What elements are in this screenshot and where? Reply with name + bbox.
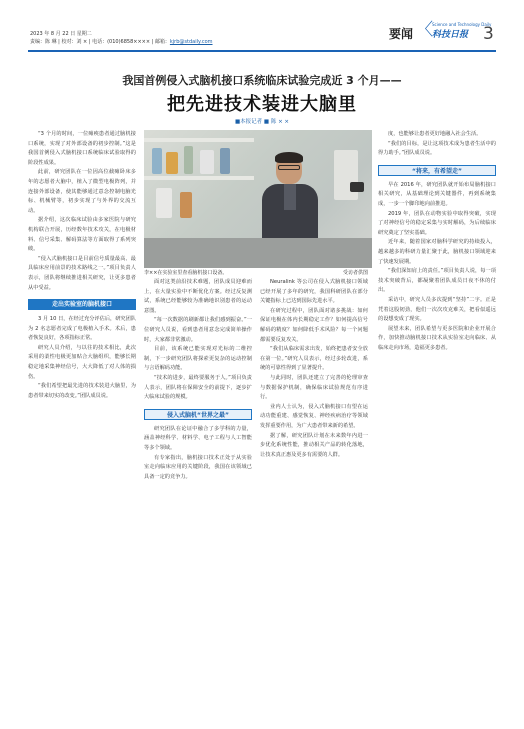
masthead-name: 科技日报 <box>432 30 469 40</box>
paragraph: 2019 年，团队在动物实验中取得突破，实现了对神经信号的稳定采集与实时解码，为后续临床研究奠定了坚实基础。 <box>378 210 496 236</box>
paragraph: 与此同时，团队还建立了完善的伦理审查与数据保护机制，确保临床试验规范有序进行。 <box>260 374 368 401</box>
paragraph: “我们希望把最先进的技术装进大脑里，为患者带来切实的改变。”团队成员说。 <box>28 383 136 399</box>
photo-caption <box>144 269 372 276</box>
caption-text: 李××在实验室里查看脑机接口设备。 <box>144 270 228 276</box>
bottle <box>184 146 193 174</box>
section-subhead: 走出实验室的脑机接口 <box>28 299 136 310</box>
paragraph: 研究人员介绍，与以往的技术相比，此次采用的柔性电极更加贴合大脑组织，能够长期稳定地采集神经信号，大大降低了对人体的损伤。 <box>28 344 136 380</box>
shirt <box>284 184 296 210</box>
paragraph: 近年来，随着国家对脑科学研究的持续投入，越来越多的科研力量汇聚于此，脑机接口领域迎来了快速发展期。 <box>378 239 496 265</box>
masthead-logo <box>432 22 492 40</box>
page-number: 3 <box>483 24 494 44</box>
paragraph: “我们从临床需求出发，始终把患者安全放在第一位。”研究人员表示，经过多轮改进，系统的可靠性得到了显著提升。 <box>260 346 368 372</box>
paragraph: 面对这类前沿技术难题，团队成员迎难而上，在大量实验中不断优化方案。经过反复测试，系统已经能够较为准确地识别患者的运动意图。 <box>144 279 252 314</box>
editor-info: 责编：陈 琳 | 校对：刘 × | 电话：(010)6858×××× | 邮箱： <box>30 39 170 45</box>
section-subhead: “将来，有希望走” <box>378 165 496 176</box>
photo-credit: 受访者供图 <box>342 270 368 276</box>
bottle <box>200 150 214 174</box>
paragraph: 业内人士认为，侵入式脑机接口有望在运动功能重建、感觉恢复、神经疾病治疗等领域发挥重要作用，为广大患者带来新的希望。 <box>260 403 368 429</box>
email-link[interactable]: kjrb@stdaily.com <box>169 39 213 45</box>
paragraph: 此前，研究团队在一位因高位截瘫卧床多年的志愿者大脑中，植入了微型电极阵列，并连接外部设备，使其能够通过意念控制电脑光标、机械臂等，初步实现了与外界的交流互动。 <box>28 169 136 214</box>
section-subhead: 侵入式脑机“世界之最” <box>144 409 252 420</box>
paragraph: 早在 2016 年，研究团队就开始布局脑机接口相关研究，从基础理论到关键器件，再到系统集成，一步一个脚印地向前推进。 <box>378 181 496 207</box>
article-column-4 <box>378 130 496 353</box>
article-column-3 <box>260 278 368 460</box>
paragraph: “每一次数据的刷新都让我们感到振奋。”一位研究人员说，看到患者用意念完成简单操作时，大家都非常激动。 <box>144 317 252 343</box>
bottle <box>152 148 162 174</box>
paragraph: 度，也能够让患者更好地融入社会生活。 <box>388 131 482 137</box>
article-column-2 <box>144 278 252 482</box>
paragraph: 采访中，研究人员多次提到“坚持”二字。正是凭着这股韧劲，他们一次次攻克难关，把看似遥远的设想变成了现实。 <box>378 296 496 323</box>
paragraph: 据介绍，这次临床试验由多家医院与研究机构联合开展，历经数年技术攻关，在电极材料、信号采集、解码算法等方面取得了系列突破。 <box>28 217 136 253</box>
header-rule <box>28 50 496 52</box>
article-column-1 <box>28 130 136 401</box>
paragraph: 据了解，研究团队计划在未来数年内进一步优化系统性能，推动相关产品的转化落地，让技术真正惠及更多有需要的人群。 <box>260 432 368 458</box>
paragraph: 有专家指出，脑机接口技术正处于从实验室走向临床应用的关键阶段，我国在该领域已具备一定的竞争力。 <box>144 454 252 480</box>
bottle <box>180 192 192 218</box>
paragraph: 研究团队在论证中融合了多学科的力量，涵盖神经科学、材料学、电子工程与人工智能等多个领域。 <box>144 425 252 451</box>
implant-device <box>350 182 364 192</box>
shelf <box>144 138 254 142</box>
paragraph: “技术的进步，最终要服务于人。”项目负责人表示，团队将在保障安全的前提下，逐步扩大临床试验的规模。 <box>144 374 252 401</box>
editor-line <box>30 38 213 45</box>
paragraph: 目前，该系统已能实现对光标的二维控制，下一步研究团队将探索更复杂的运动控制与言语解码功能。 <box>144 346 252 372</box>
paragraph: Neuralink 等公司在侵入式脑机接口领域已经开展了多年的研究，我国科研团队在部分关键指标上已达到国际先进水平。 <box>260 279 368 305</box>
bottle <box>220 148 230 174</box>
section-name: 要闻 <box>389 27 414 41</box>
hair <box>275 152 303 163</box>
paragraph: 展望未来，团队希望与更多医院和企业开展合作，加快推动脑机接口技术从实验室走向临床、从临床走向市场，造福更多患者。 <box>378 325 496 351</box>
date-line: 2023 年 8 月 22 日 星期二 <box>30 31 92 37</box>
article-title: 把先进技术装进大脑里 <box>167 94 357 115</box>
article-byline: ■本报记者 ■ 陈 × × <box>234 119 290 125</box>
paragraph: “我们深知肩上的责任。”项目负责人说，每一项技术突破背后，都凝聚着团队成员日夜不休的付出。 <box>378 268 496 294</box>
paragraph: “我们的目标，是让这项技术成为患者生活中的得力助手。”团队成员说。 <box>378 140 496 157</box>
lab-equipment <box>334 150 358 200</box>
paragraph: 在研究过程中，团队面对诸多挑战：如何保证电极在体内长期稳定工作？如何提高信号解码的精度？如何降低手术风险？每一个问题都需要反复攻关。 <box>260 307 368 343</box>
lab-bench <box>144 238 372 268</box>
paragraph: 3 月 10 日，在经过充分评估后，研究团队为 2 名志愿者完成了电极植入手术。术后，患者恢复良好，各项指标正常。 <box>28 316 136 342</box>
bottle <box>156 188 172 218</box>
article-photo <box>144 130 372 268</box>
bracket-icon: 〈 <box>416 20 433 40</box>
masthead-english: Science and Technology Daily <box>432 22 492 27</box>
shelf <box>144 176 254 180</box>
article-subtitle: 我国首例侵入式脑机接口系统临床试验完成近 3 个月—— <box>122 74 402 87</box>
glasses-icon <box>278 165 300 170</box>
paragraph: “侵入式脑机接口是目前信号质量最高、最具临床应用前景的技术路线之一。”项目负责人表示，团队将继续推进相关研究，让更多患者从中受益。 <box>28 255 136 291</box>
paragraph: “3 个月的时间，一位瘫痪患者通过脑机接口系统，实现了对外部设备的初步控制。”这是我国首例侵入式脑机接口系统临床试验取得的阶段性成果。 <box>28 131 136 166</box>
newspaper-header <box>0 0 524 62</box>
bottle <box>166 152 178 174</box>
